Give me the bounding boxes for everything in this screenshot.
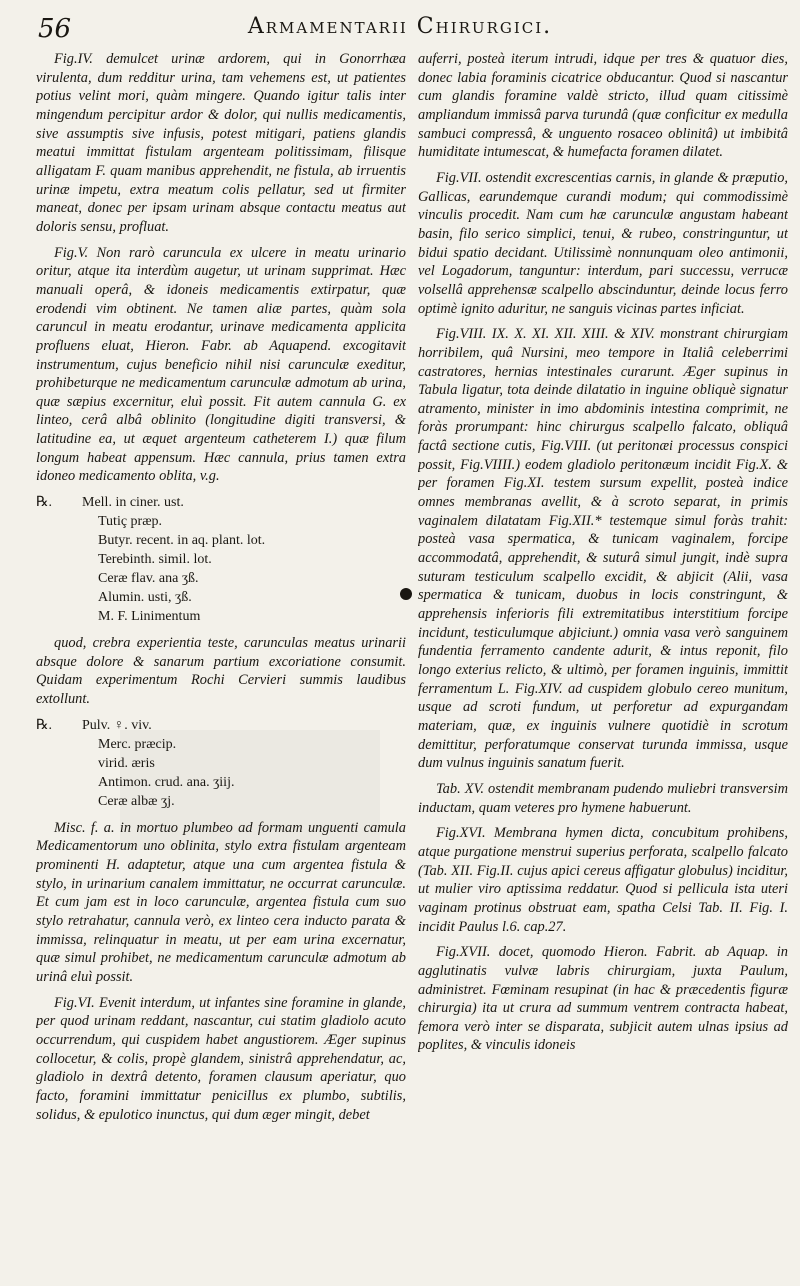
left-column: [36, 50, 406, 1278]
paragraph-fig-4: Fig.IV. demulcet urinæ ardorem, qui in Gonorrhæa virulenta, dum redditur urina, tam vehemens est, ut patientes potius velint mori, quàm mingere. Quando igitur talis inter mingendum percipitur ardor & dolor, qui nullis medicamentis, sive assumptis sive infusis, potest mitigari, patiens glandis meatui immittat fistulam argenteam politissimam, filisque alligatam F. quam manibus apprehendit, ne fistula, ab irruentis urinæ impetu, extra meatum colis pellatur, sed ut firmiter maneat, donec per ipsam urinam absque contactu meatus aut doloris sensu, profluat.: [36, 51, 406, 235]
right-column: [418, 50, 788, 1278]
recipe-symbol: ℞.: [36, 717, 53, 733]
paragraph-fig-7: Fig.VII. ostendit excrescentias carnis, in glande & præputio, Gallicas, earundemque curandi modum; qui commodissimè vinculis procedit. Nam cum hæ carunculæ angustam habeant basin, filo serico simplici, tenui, & rubeo, constringuntur, ut bidui spatio decidant. Utilissimè nonnunquam oleo antimonii, vel Logadorum, tanguntur: interdum, pari successu, verrucæ volsellâ apprehensæ scalpello abscinduntur, deinde locus ferro optimè ignito aduritur, ne sanguis vicinas partes inficiat.: [418, 169, 788, 317]
recipe-ingredient: Pulv. ♀. viv.: [82, 717, 152, 733]
recipe-ingredient: virid. æris: [98, 755, 155, 771]
paragraph-fig-5: Fig.V. Non rarò caruncula ex ulcere in meatu urinario oritur, atque ita interdùm augetur, ut urinam supprimat. Hæc manuali operâ, & idoneis medicamentis extirpatur, quæ erodendi vim obtinent. Ne tamen aliæ partes, quàm sola caruncul in meatu erodantur, urinave medicamenta applicita profluens eluat, Hieron. Fabr. ab Aquapend. excogitavit instrumentum, cujus beneficio nihil nisi carunculæ exeditur, prohibeturque ne medicamentum carunculæ admotum ab urina, quæ sæpius excernitur, eluì possit. Fit autem cannula G. ex linteo, cerâ albâ oblinito (longitudine digiti transversi, & latitudine ea, ut æquet argenteum catheterem I.) quæ filum longum habeat appensum. Hæc cannula, prius tamen extra idoneo medicamento oblita, v.g.: [36, 244, 406, 485]
paragraph-fig-6: Fig.VI. Evenit interdum, ut infantes sine foramine in glande, per quod urinam reddant, nascantur, cui statim gladiolo acuto occurrendum, qui cuspidem habet angustiorem. Æger supinus collocetur, & colis, propè glandem, sinistrâ apprehendatur, ac, gladiolo in dextrâ detento, foramen clausum aperiatur, quo facto, foramini immittatur penicillus ex plumbo, subtilis, solidus, & epulotico inunctus, qui dum æger mingit, debet: [36, 994, 406, 1123]
paragraph-after-recipe: quod, crebra experientia teste, carunculas meatus urinarii absque dolore & sanarum partium excoriatione consumit. Quidam experimentum Rochi Cervieri summis laudibus extollunt.: [36, 635, 406, 708]
recipe-ingredient: Alumin. usti, ʒß.: [98, 590, 192, 606]
recipe-ingredient: Ceræ flav. ana ʒß.: [98, 571, 199, 587]
recipe-ingredient: Merc. præcip.: [98, 736, 177, 752]
ink-spot: [400, 588, 412, 600]
recipe-ingredient: Antimon. crud. ana. ʒiij.: [98, 774, 235, 790]
running-title: Armamentarii Chirurgici.: [247, 14, 553, 39]
paragraph-misce: Misc. f. a. in mortuo plumbeo ad formam unguenti camula Medicamentorum uno oblinita, stylo extra fistulam argenteam prominenti H. adaptetur, atque una cum argentea fistula & stylo, in urinarium canalem immittatur, ne occurrat carunculæ. Et cum jam est in loco carunculæ, argentea fistula cum suo stylo retrahatur, cannula verò, ex linteo cera inducto parata & immissa, relinquatur in meatu, ut per eam urina excernatur, quæ simul prohibet, ne medicamentum carunculæ admotum ab urinâ eluì possit.: [36, 819, 406, 985]
paragraph-fig-17: Fig.XVII. docet, quomodo Hieron. Fabrit. ab Aquap. in agglutinatis vulvæ labris chirurgiam, juxta Paulum, administret. Fœminam resupinat (in hac & præcedentis figuræ chirurgia) ita ut crura ad summum ventrem contracta habeat, femora verò inter se disparata, subjicit autem ulnas ipsius ad poplites, & vinculis idoneis: [418, 944, 788, 1054]
page-number: 56: [38, 14, 72, 44]
recipe-liniment: [36, 493, 406, 626]
recipe-ingredient: Tutiç præp.: [98, 514, 163, 530]
recipe-ingredient: Ceræ albæ ʒj.: [98, 793, 175, 809]
recipe-ingredient: Butyr. recent. in aq. plant. lot.: [98, 533, 266, 549]
recipe-ointment: [36, 716, 406, 811]
paragraph-tab-15: Tab. XV. ostendit membranam pudendo muliebri transversim inductam, quam veteres pro hymene habuerunt.: [418, 780, 788, 816]
recipe-ingredient: Terebinth. simil. lot.: [98, 552, 212, 568]
paragraph-fig-16: Fig.XVI. Membrana hymen dicta, concubitum prohibens, atque purgatione menstrui superius perforata, scalpello falcato (Tab. XII. Fig.II. cujus apici cereus affigatur globulus) inciditur, ut mulier viro aptissima reddatur. Quod si pellicula ista uteri vaginam protinus obstruat eam, spatha Celsi Tab. II. Fig. I. incidit Paulus l.6. cap.27.: [418, 825, 788, 935]
recipe-ingredient: Mell. in ciner. ust.: [82, 495, 184, 511]
paragraph-fig-8-14: Fig.VIII. IX. X. XI. XII. XIII. & XIV. monstrant chirurgiam horribilem, quâ Nursini, meo tempore in Italiâ celeberrimi castratores, hernias intestinales curarunt. Æger supinus in Tabula ligatur, tota deinde dilatatio in inguine obliquè signatur atramento, minister in imo abdominis intestina comprimit, ne foràs prorumpant: hinc chirurgus scalpello falcato, obliquâ factâ sectione cutis, Fig.VIII. (ut peritonæi processus conspici possit, Fig.VIIII.) eodem gladiolo peritonæum incidit Fig.X. & per foramen Fig.XI. testem sursum expellit, posteà indice omnes membranas avellit, & à scroto separat, in primis vaginalem dilatatam Fig.XII.* testemque simul foràs trahit: posteà vasa spermatica, & tunicam vaginalem, forcipe accommodatâ, apprehendit, & suturâ simul jungit, indè supra suturam testiculum scalpello excidit, & abjicit (Alii, vasa spermatica & tunicam, duobus in locis constringunt, & apprehensis inferioris fili extremitatibus interstitium forcipe incidunt, testiculumque abjiciunt.) omnia vasa verò sanguinem fundentia ferramento candente adurit, & intus reponit, filo longo exterius relicto, & ultimò, per foramen inguinis, immittit ferramentum L. Fig.XIV. ad cuspidem globulo cereo munitum, usque ad scroti fundum, ut perforetur ad expurgandam materiam, quæ, ex inguinis vulnere quotidiè in scrotum demittitur, perforatumque conservat turunda immissa, usque dum vulnus inguinis sanatum fuerit.: [418, 326, 788, 772]
recipe-symbol: ℞.: [36, 495, 53, 511]
recipe-ingredient: M. F. Linimentum: [98, 609, 201, 625]
paragraph-continuation: auferri, posteà iterum intrudi, idque per tres & quatuor dies, donec labia foraminis cicatrice obducantur. Quod si nascantur cum glandis foramine valdè stricto, illud quam citissimè ampliandum immissâ parva turundâ (quæ conficitur ex medulla sambuci compressâ, & unguento rosaceo oblinitâ) ut imbibitâ humiditate intumescat, & humefacta foramen dilatet.: [418, 51, 788, 161]
